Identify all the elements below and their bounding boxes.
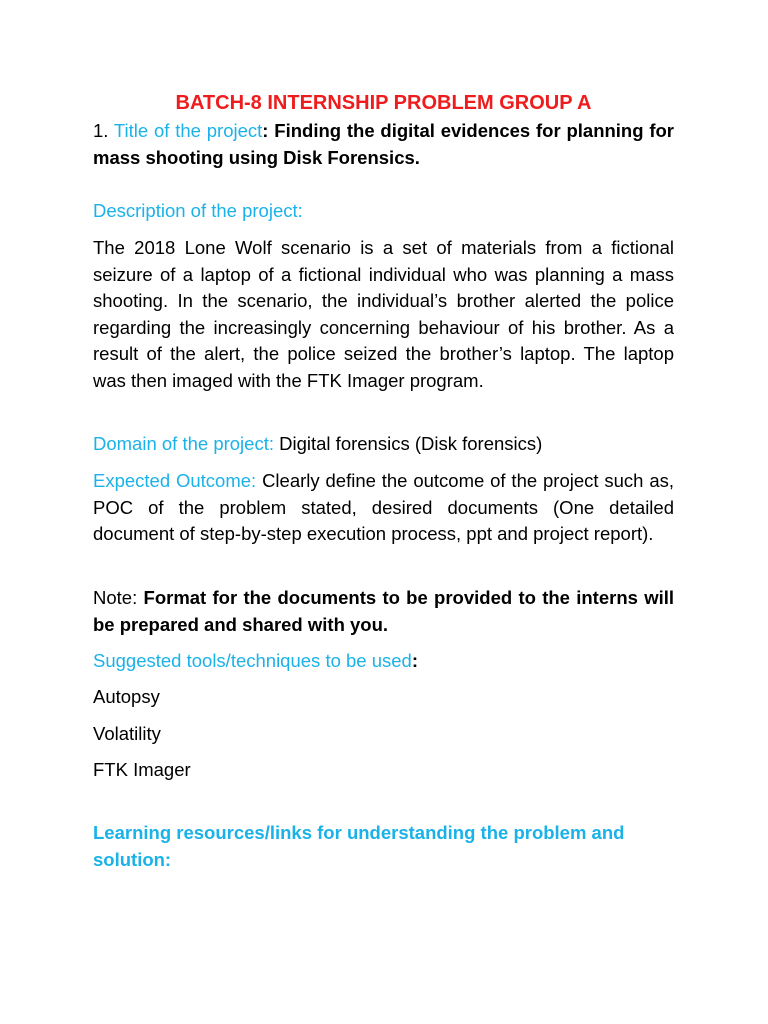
note-paragraph xyxy=(93,585,674,638)
description-text: The 2018 Lone Wolf scenario is a set of materials from a fictional seizure of a laptop of a fictional individual who was planning a mass shooting. In the scenario, the individual’s brother alerted the police regarding the increasingly concerning behaviour of his brother. As a result of the alert, the police seized the brother’s laptop. The laptop was then imaged with the FTK Imager program. xyxy=(93,237,674,391)
tool-item-ftk-imager: FTK Imager xyxy=(93,759,191,780)
description-label: Description of the project xyxy=(93,200,298,221)
expected-outcome-value: Clearly define the outcome of the project such as, POC of the problem stated, desired documents (One detailed document of step-by-step execution process, ppt and project report). xyxy=(93,470,674,544)
tools-colon: : xyxy=(411,650,419,671)
project-title-colon: : xyxy=(262,120,269,141)
project-title-label: Title of the project xyxy=(113,120,263,141)
domain-label: Domain of the project: xyxy=(93,433,274,454)
item-number: 1. xyxy=(93,120,109,141)
description-colon: : xyxy=(297,200,303,221)
domain-paragraph xyxy=(93,431,674,458)
project-title-paragraph xyxy=(93,118,674,171)
tool-item-volatility: Volatility xyxy=(93,723,161,744)
expected-outcome-label: Expected Outcome: xyxy=(93,470,257,491)
tools-label: Suggested tools/techniques to be used xyxy=(93,650,412,671)
page-title: BATCH-8 INTERNSHIP PROBLEM GROUP A xyxy=(175,92,592,114)
domain-value: Digital forensics (Disk forensics) xyxy=(279,433,543,454)
tools-heading xyxy=(93,648,674,675)
description-heading xyxy=(93,198,674,225)
tool-item-autopsy: Autopsy xyxy=(93,686,160,707)
resources-heading: Learning resources/links for understanding the problem and solution: xyxy=(93,822,625,870)
note-label: Note: xyxy=(93,587,138,608)
expected-outcome-paragraph xyxy=(93,468,674,548)
project-title-value: Finding the digital evidences for planning for mass shooting using Disk Forensics. xyxy=(93,120,675,168)
note-value: Format for the documents to be provided to the interns will be prepared and shared with you. xyxy=(93,587,675,635)
